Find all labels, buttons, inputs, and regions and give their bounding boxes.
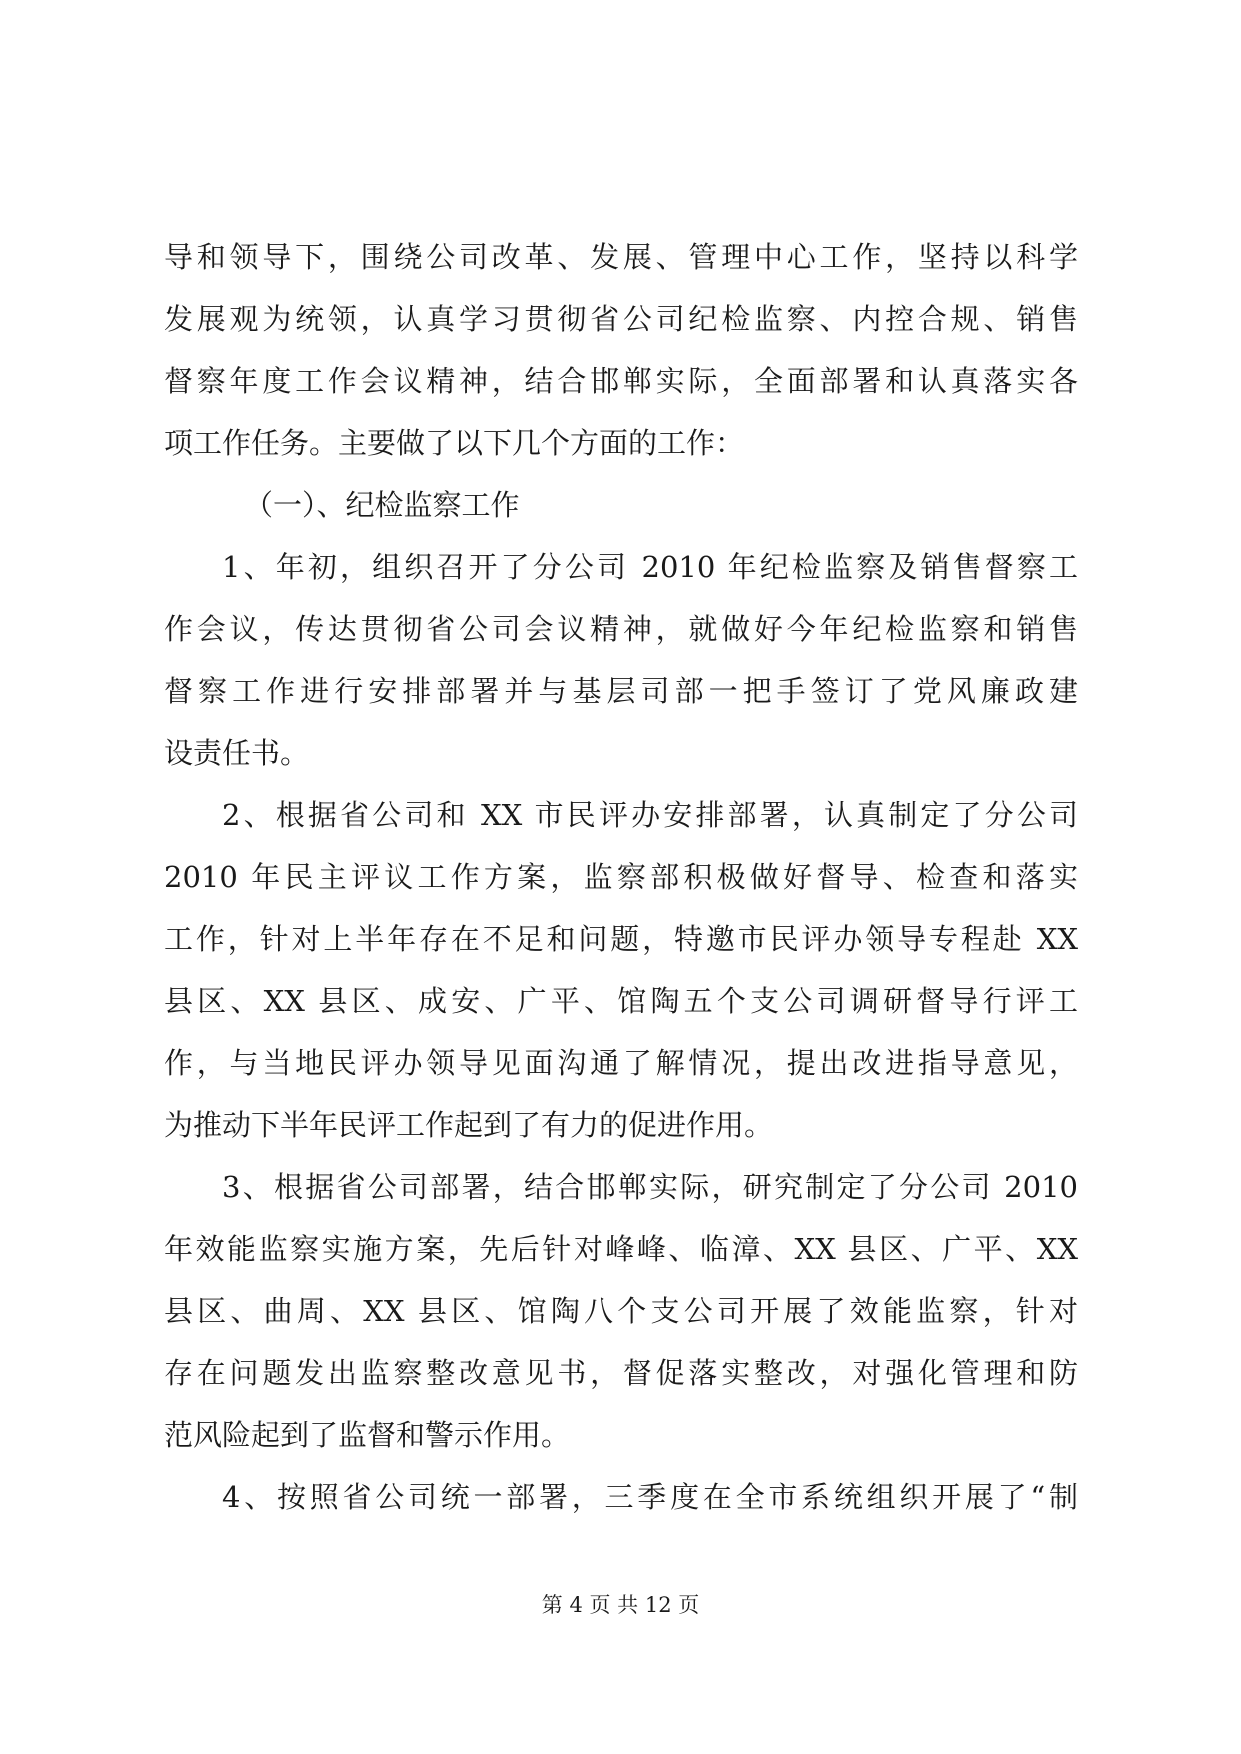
text-line: 范风险起到了监督和警示作用。	[164, 1418, 571, 1452]
paragraph-start-line: 1、年初，组织召开了分公司 2010 年纪检监察及销售督察工	[222, 550, 1078, 584]
paragraph-start-line: 3、根据省公司部署，结合邯郸实际，研究制定了分公司 2010	[222, 1170, 1078, 1204]
paragraph-start-line: 4、按照省公司统一部署，三季度在全市系统组织开展了“制	[222, 1480, 1078, 1514]
text-line: 存在问题发出监察整改意见书，督促落实整改，对强化管理和防	[164, 1356, 1078, 1390]
page-footer	[0, 1590, 1241, 1620]
text-line: 工作，针对上半年存在不足和问题，特邀市民评办领导专程赴 XX	[164, 922, 1078, 956]
section-heading: （一）、纪检监察工作	[244, 488, 520, 522]
text-line: 督察工作进行安排部署并与基层司部一把手签订了党风廉政建	[164, 674, 1078, 708]
text-line: 作会议，传达贯彻省公司会议精神，就做好今年纪检监察和销售	[164, 612, 1078, 646]
page-number-label: 第 4 页 共 12 页	[541, 1593, 700, 1617]
text-line: 项工作任务。主要做了以下几个方面的工作：	[164, 426, 745, 460]
text-line: 2010 年民主评议工作方案，监察部积极做好督导、检查和落实	[164, 860, 1078, 894]
text-line: 作，与当地民评办领导见面沟通了解情况，提出改进指导意见，	[164, 1046, 1078, 1080]
text-line: 督察年度工作会议精神，结合邯郸实际，全面部署和认真落实各	[164, 364, 1078, 398]
text-line: 设责任书。	[164, 736, 310, 770]
text-line: 县区、曲周、XX 县区、馆陶八个支公司开展了效能监察，针对	[164, 1294, 1078, 1328]
paragraph-start-line: 2、根据省公司和 XX 市民评办安排部署，认真制定了分公司	[222, 798, 1078, 832]
document-body	[164, 226, 1078, 1528]
text-line: 年效能监察实施方案，先后针对峰峰、临漳、XX 县区、广平、XX	[164, 1232, 1078, 1266]
text-line: 导和领导下，围绕公司改革、发展、管理中心工作，坚持以科学	[164, 240, 1078, 274]
text-line: 发展观为统领，认真学习贯彻省公司纪检监察、内控合规、销售	[164, 302, 1078, 336]
text-line: 为推动下半年民评工作起到了有力的促进作用。	[164, 1108, 774, 1142]
text-line: 县区、XX 县区、成安、广平、馆陶五个支公司调研督导行评工	[164, 984, 1078, 1018]
